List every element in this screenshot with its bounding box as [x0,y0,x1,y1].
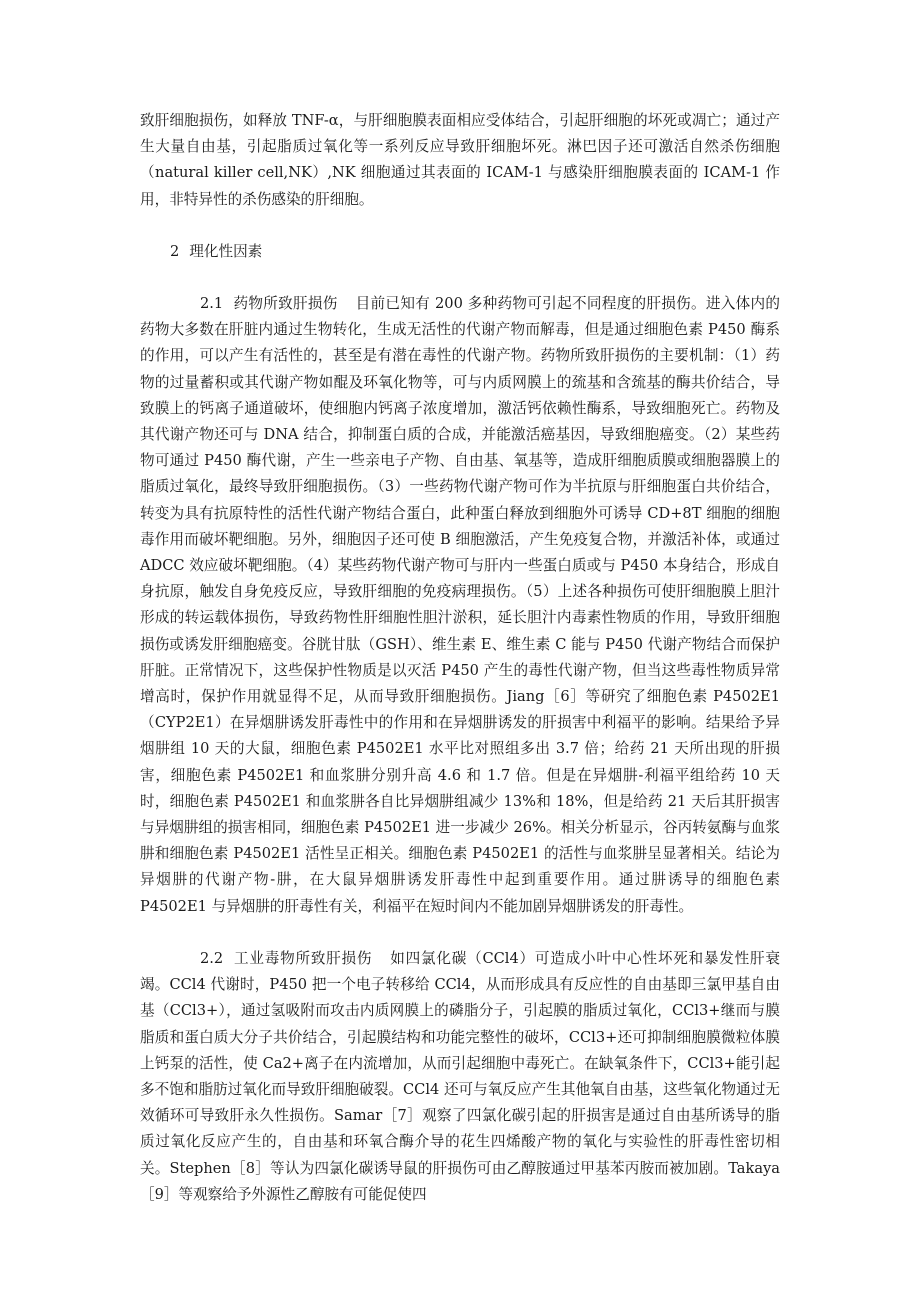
subsection-body: 如四氯化碳（CCl4）可造成小叶中心性坏死和暴发性肝衰竭。CCl4 代谢时，P450 把一个电子转移给 CCl4，从而形成具有反应性的自由基即三氯甲基自由基（CCl3+），通过氢吸附而攻击内质网膜上的磷脂分子，引起膜的脂质过氧化，CCl3+继而与膜脂质和蛋白质大分子共价结合，引起膜结构和功能完整性的破坏，CCl3+还可抑制细胞膜微粒体膜上钙泵的活性，使 Ca2+离子在内流增加，从而引起细胞中毒死亡。在缺氧条件下，CCl3+能引起多不饱和脂肪过氧化而导致肝细胞破裂。CCl4 还可与氧反应产生其他氧自由基，这些氧化物通过无效循环可导致肝永久性损伤。Samar［7］观察了四氯化碳引起的肝损害是通过自由基所诱导的脂质过氧化反应产生的，自由基和环氧合酶介导的花生四烯酸产物的氧化与实验性的肝毒性密切相关。Stephen［8］等认为四氯化碳诱导鼠的肝损伤可由乙醇胺通过甲基苯丙胺而被加剧。Takaya［9］等观察给予外源性乙醇胺有可能促使四 [140,949,780,1203]
subsection-number: 2.2 [200,949,224,967]
spacer [140,213,780,239]
section-title: 理化性因素 [189,242,263,260]
spacer [140,920,780,946]
subsection-number: 2.1 [200,295,224,313]
paragraph-cell-injury-continued: 致肝细胞损伤，如释放 TNF-α，与肝细胞膜表面相应受体结合，引起肝细胞的坏死或凋亡；通过产生大量自由基，引起脂质过氧化等一系列反应导致肝细胞坏死。淋巴因子还可激活自然杀伤细胞（natural killer cell,NK）,NK 细胞通过其表面的 ICAM-1 与感染肝细胞膜表面的 ICAM-1 作用，非特异性的杀伤感染的肝细胞。 [140,112,780,208]
paragraph-industrial-toxin-liver-injury [140,946,780,1208]
document-page [140,108,780,1208]
subsection-title: 工业毒物所致肝损伤 [233,949,373,967]
spacer [140,265,780,291]
section-number: 2 [170,242,180,260]
section-heading-2 [140,239,780,265]
paragraph-drug-induced-liver-injury [140,291,780,920]
subsection-title: 药物所致肝损伤 [233,295,338,313]
subsection-body: 目前已知有 200 多种药物可引起不同程度的肝损伤。进入体内的药物大多数在肝脏内通过生物转化，生成无活性的代谢产物而解毒，但是通过细胞色素 P450 酶系的作用，可以产生有活性的，甚至是有潜在毒性的代谢产物。药物所致肝损伤的主要机制：（1）药物的过量蓄积或其代谢产物如醌及环氧化物等，可与内质网膜上的巯基和含巯基的酶共价结合，导致膜上的钙离子通道破坏，使细胞内钙离子浓度增加，激活钙依赖性酶系，导致细胞死亡。药物及其代谢产物还可与 DNA 结合，抑制蛋白质的合成，并能激活癌基因，导致细胞癌变。（2）某些药物可通过 P450 酶代谢，产生一些亲电子产物、自由基、氧基等，造成肝细胞质膜或细胞器膜上的脂质过氧化，最终导致肝细胞损伤。（3）一些药物代谢产物可作为半抗原与肝细胞蛋白共价结合，转变为具有抗原特性的活性代谢产物结合蛋白，此种蛋白释放到细胞外可诱导 CD+8T 细胞的细胞毒作用而破坏靶细胞。另外，细胞因子还可使 B 细胞激活，产生免疫复合物，并激活补体，或通过 ADCC 效应破坏靶细胞。（4）某些药物代谢产物可与肝内一些蛋白质或与 P450 本身结合，形成自身抗原，触发自身免疫反应，导致肝细胞的免疫病理损伤。（5）上述各种损伤可使肝细胞膜上胆汁形成的转运载体损伤，导致药物性肝细胞性胆汁淤积，延长胆汁内毒素性物质的作用，导致肝细胞损伤或诱发肝细胞癌变。谷胱甘肽（GSH）、维生素 E、维生素 C 能与 P450 代谢产物结合而保护肝脏。正常情况下，这些保护性物质是以灭活 P450 产生的毒性代谢产物，但当这些毒性物质异常增高时，保护作用就显得不足，从而导致肝细胞损伤。Jiang［6］等研究了细胞色素 P4502E1（CYP2E1）在异烟肼诱发肝毒性中的作用和在异烟肼诱发的肝损害中利福平的影响。结果给予异烟肼组 10 天的大鼠，细胞色素 P4502E1 水平比对照组多出 3.7 倍；给药 21 天所出现的肝损害，细胞色素 P4502E1 和血浆肼分别升高 4.6 和 1.7 倍。但是在异烟肼-利福平组给药 10 天时，细胞色素 P4502E1 和血浆肼各自比异烟肼组减少 13%和 18%，但是给药 21 天后其肝损害与异烟肼组的损害相同，细胞色素 P4502E1 进一步减少 26%。相关分析显示，谷丙转氨酶与血浆肼和细胞色素 P4502E1 活性呈正相关。细胞色素 P4502E1 的活性与血浆肼呈显著相关。结论为异烟肼的代谢产物-肼，在大鼠异烟肼诱发肝毒性中起到重要作用。通过肼诱导的细胞色素 P4502E1 与异烟肼的肝毒性有关，利福平在短时间内不能加剧异烟肼诱发的肝毒性。 [140,295,780,915]
